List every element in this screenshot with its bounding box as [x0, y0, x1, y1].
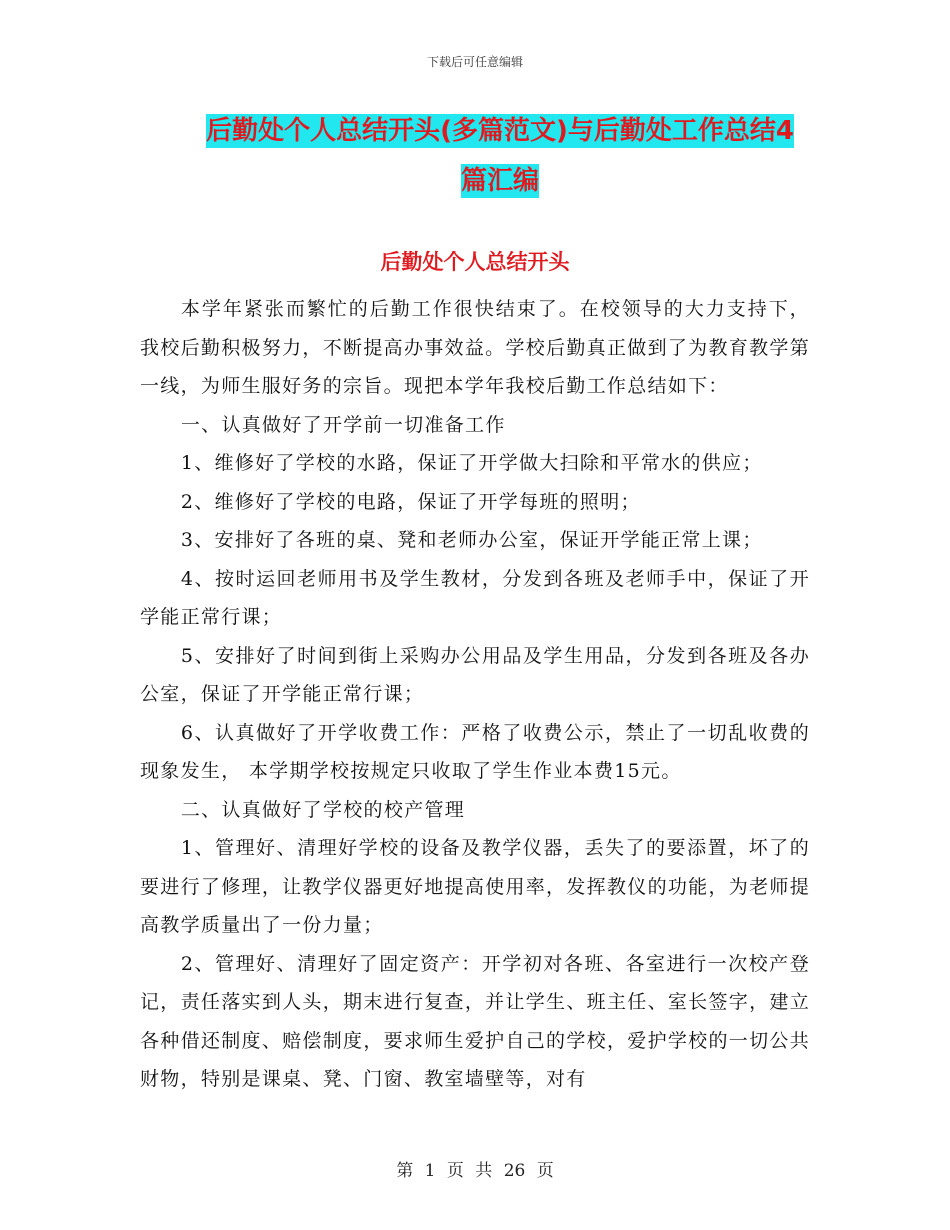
page-header-note: 下载后可任意编辑: [426, 55, 523, 69]
document-title-line-2: 篇汇编: [460, 166, 539, 196]
document-title-line-1: 后勤处个人总结开头(多篇范文)与后勤处工作总结4: [206, 116, 794, 146]
document-title: [150, 106, 850, 206]
paragraph-heading-2: 二、认真做好了学校的校产管理: [180, 798, 466, 821]
paragraph-item: 6、认真做好了开学收费工作：严格了收费公示，禁止了一切乱收费的现象发生， 本学期学校按规定只收取了学生作业本费15元。: [140, 721, 810, 782]
paragraph-heading-1: 一、认真做好了开学前一切准备工作: [180, 413, 506, 436]
paragraph-item: 2、管理好、清理好了固定资产：开学初对各班、各室进行一次校产登记，责任落实到人头，期末进行复查，并让学生、班主任、室长签字，建立各种借还制度、赔偿制度，要求师生爱护自己的学校，爱护学校的一切公共财物，特别是课桌、凳、门窗、教室墙壁等，对有: [140, 952, 810, 1090]
paragraph-item: 5、安排好了时间到街上采购办公用品及学生用品，分发到各班及各办公室，保证了开学能正常行课；: [140, 644, 810, 705]
paragraph-item: 1、管理好、清理好学校的设备及教学仪器，丢失了的要添置，坏了的要进行了修理，让教学仪器更好地提高使用率，发挥教仪的功能，为老师提高教学质量出了一份力量；: [140, 837, 810, 936]
body-text: [140, 290, 810, 1099]
paragraph-intro: 本学年紧张而繁忙的后勤工作很快结束了。在校领导的大力支持下，我校后勤积极努力，不断提高办事效益。学校后勤真正做到了为教育教学第一线，为师生服好务的宗旨。现把本学年我校后勤工作总结如下：: [140, 298, 810, 397]
paragraph-item: 4、按时运回老师用书及学生教材，分发到各班及老师手中，保证了开学能正常行课；: [140, 567, 810, 628]
page-footer: 第 1 页 共 26 页: [396, 1161, 554, 1181]
paragraph-item: 2、维修好了学校的电路，保证了开学每班的照明；: [180, 490, 641, 513]
paragraph-item: 3、安排好了各班的桌、凳和老师办公室，保证开学能正常上课；: [180, 529, 763, 551]
paragraph-item: 1、维修好了学校的水路，保证了开学做大扫除和平常水的供应；: [180, 452, 763, 474]
section-title: 后勤处个人总结开头: [380, 250, 570, 274]
